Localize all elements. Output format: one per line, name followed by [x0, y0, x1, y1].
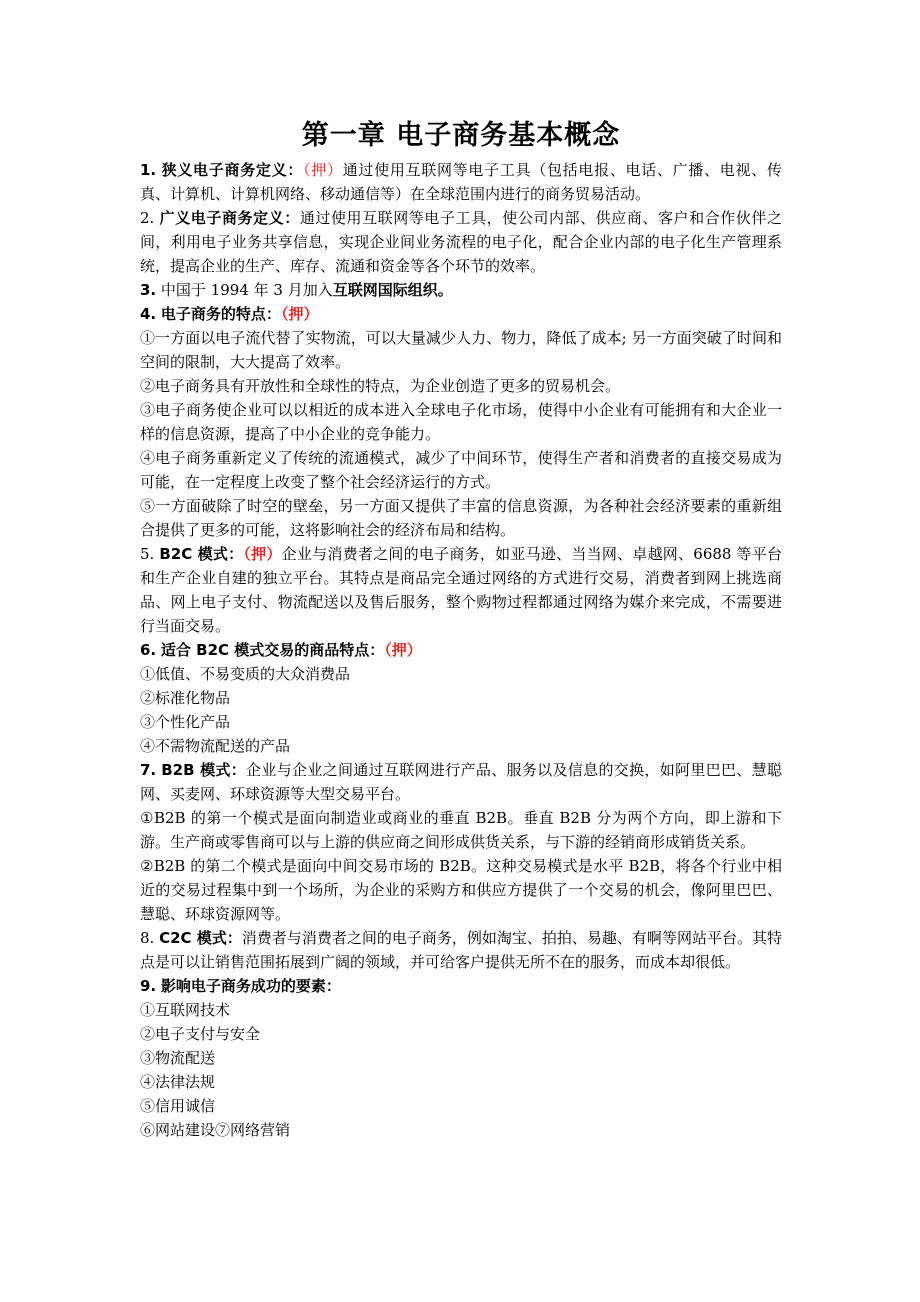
list-item: ①互联网技术 [140, 1001, 231, 1019]
section-5 [140, 542, 782, 638]
section-5-number: 5. [140, 545, 155, 563]
section-4-heading [140, 302, 782, 326]
section-7-label: B2B 模式： [161, 761, 247, 779]
chapter-title: 第一章 电子商务基本概念 [301, 120, 621, 151]
section-2-label: 广义电子商务定义： [159, 209, 300, 227]
section-1 [140, 158, 782, 206]
section-5-tag: （押） [243, 545, 282, 563]
section-7-number: 7. [140, 761, 157, 779]
section-6-tag: （押） [384, 641, 422, 659]
list-item: ⑤信用诚信 [140, 1097, 216, 1115]
list-item: ②电子支付与安全 [140, 1025, 261, 1043]
section-9-label: 影响电子商务成功的要素： [160, 977, 341, 995]
section-4-label: 电子商务的特点： [160, 305, 281, 323]
section-3-text: 中国于 1994 年 3 月加入 [160, 281, 333, 299]
section-8 [140, 926, 782, 974]
section-3-bold-text: 互联网国际组织。 [332, 281, 453, 299]
section-9-heading [140, 974, 782, 998]
section-4-tag: （押） [280, 305, 319, 323]
section-7 [140, 758, 782, 806]
section-1-label: 狭义电子商务定义： [161, 161, 304, 179]
document-page [140, 118, 782, 1142]
section-6-number: 6. [140, 641, 157, 659]
list-item: ⑥网站建设⑦网络营销 [140, 1121, 291, 1139]
section-8-number: 8. [140, 929, 155, 947]
section-1-text: 通过使用互联网等电子工具（包括电报、电话、广播、电视、传真、计算机、计算机网络、移动通信等）在全球范围内进行的商务贸易活动。 [140, 161, 782, 203]
list-item: ④电子商务重新定义了传统的流通模式，减少了中间环节，使得生产者和消费者的直接交易成为可能，在一定程度上改变了整个社会经济运行的方式。 [140, 449, 782, 491]
list-item: ①低值、不易变质的大众消费品 [140, 665, 351, 683]
section-2-number: 2. [140, 209, 155, 227]
section-1-tag: （押） [303, 161, 343, 179]
list-item: ③物流配送 [140, 1049, 216, 1067]
section-4-number: 4. [140, 305, 157, 323]
section-2 [140, 206, 782, 278]
list-item: ②B2B 的第二个模式是面向中间交易市场的 B2B。这种交易模式是水平 B2B，将各个行业中相近的交易过程集中到一个场所，为企业的采购方和供应方提供了一个交易的机会，像阿里巴巴、慧聪、环球资源网等。 [140, 857, 782, 923]
list-item: ⑤一方面破除了时空的壁垒，另一方面又提供了丰富的信息资源，为各种社会经济要素的重新组合提供了更多的可能，这将影响社会的经济布局和结构。 [140, 497, 782, 539]
list-item: ①B2B 的第一个模式是面向制造业或商业的垂直 B2B。垂直 B2B 分为两个方向，即上游和下游。生产商或零售商可以与上游的供应商之间形成供货关系，与下游的经销商形成销货关系。 [140, 809, 782, 851]
section-5-label: B2C 模式： [159, 545, 244, 563]
section-5-text: 企业与消费者之间的电子商务，如亚马逊、当当网、卓越网、6688 等平台和生产企业自建的独立平台。其特点是商品完全通过网络的方式进行交易，消费者到网上挑选商品、网上电子支付、物流配送以及售后服务，整个购物过程都通过网络为媒介来完成，不需要进行当面交易。 [140, 545, 782, 635]
section-3 [140, 278, 782, 302]
list-item: ②电子商务具有开放性和全球性的特点，为企业创造了更多的贸易机会。 [140, 377, 621, 395]
list-item: ④法律法规 [140, 1073, 216, 1091]
section-2-text: 通过使用互联网等电子工具，使公司内部、供应商、客户和合作伙伴之间，利用电子业务共享信息，实现企业间业务流程的电子化，配合企业内部的电子化生产管理系统，提高企业的生产、库存、流通和资金等各个环节的效率。 [140, 209, 782, 275]
section-6-label: 适合 B2C 模式交易的商品特点： [160, 641, 385, 659]
section-8-text: 消费者与消费者之间的电子商务，例如淘宝、拍拍、易趣、有啊等网站平台。其特点是可以让销售范围拓展到广阔的领域，并可给客户提供无所不在的服务，而成本却很低。 [140, 929, 782, 971]
section-3-number: 3. [140, 281, 157, 299]
section-6-heading [140, 638, 782, 662]
section-1-number: 1. [140, 161, 157, 179]
section-7-text: 企业与企业之间通过互联网进行产品、服务以及信息的交换，如阿里巴巴、慧聪网、买麦网、环球资源等大型交易平台。 [140, 761, 782, 803]
list-item: ③个性化产品 [140, 713, 231, 731]
section-9-number: 9. [140, 977, 157, 995]
list-item: ③电子商务使企业可以以相近的成本进入全球电子化市场，使得中小企业有可能拥有和大企业一样的信息资源，提高了中小企业的竞争能力。 [140, 401, 782, 443]
section-8-label: C2C 模式： [159, 929, 242, 947]
list-item: ②标准化物品 [140, 689, 231, 707]
list-item: ④不需物流配送的产品 [140, 737, 291, 755]
list-item: ①一方面以电子流代替了实物流，可以大量减少人力、物力，降低了成本; 另一方面突破了时间和空间的限制，大大提高了效率。 [140, 329, 782, 371]
